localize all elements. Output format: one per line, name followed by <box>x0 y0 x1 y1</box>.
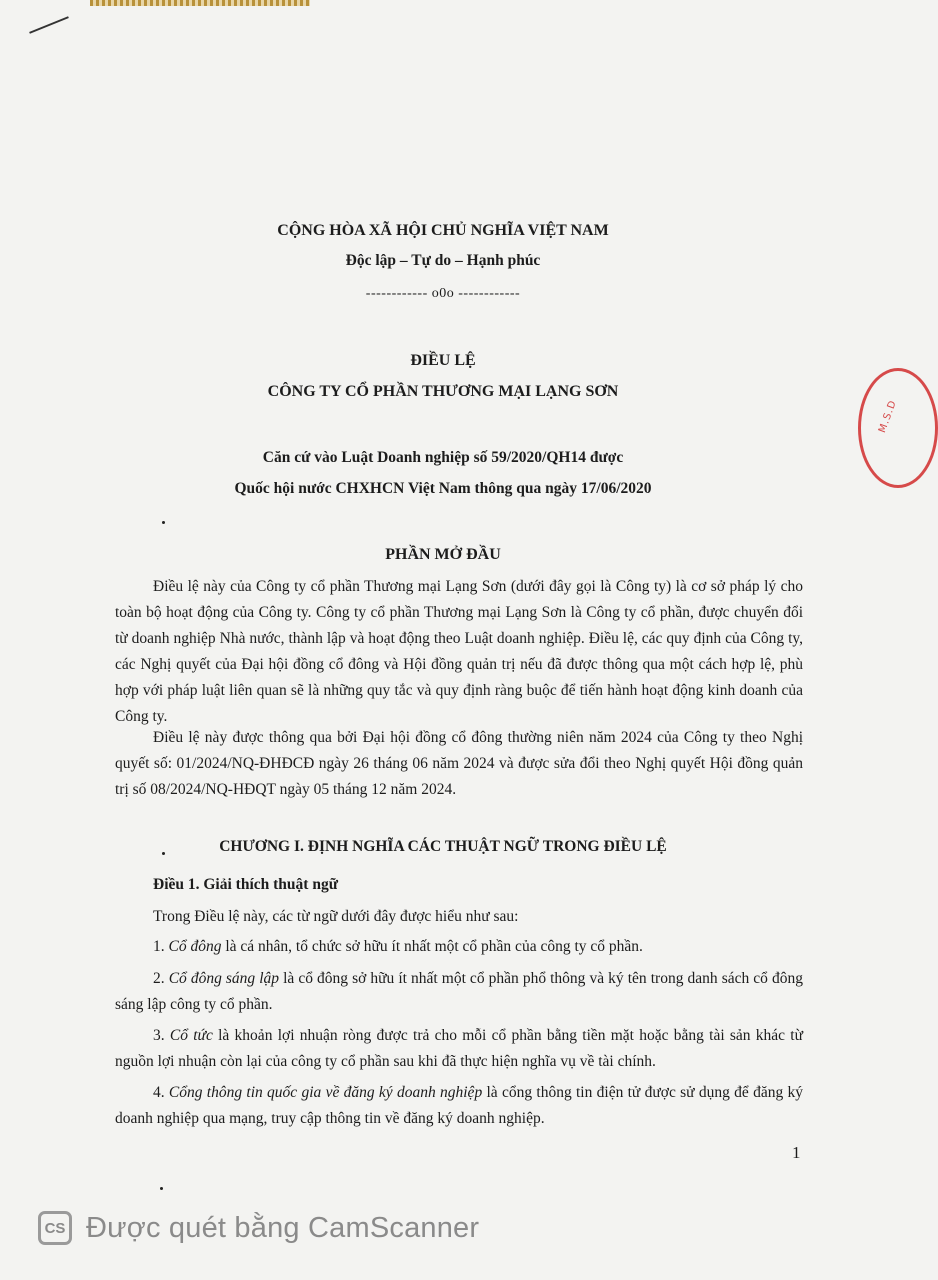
definition-item <box>115 1023 803 1075</box>
company-name: CÔNG TY CỔ PHẦN THƯƠNG MẠI LẠNG SƠN <box>267 383 619 400</box>
seal-text: M.S.D <box>877 398 900 435</box>
scan-speck <box>162 521 165 524</box>
chapter-1-heading: CHƯƠNG I. ĐỊNH NGHĨA CÁC THUẬT NGỮ TRONG ĐIỀU LỆ <box>219 838 667 855</box>
item-number: 4. <box>153 1084 169 1101</box>
item-text: là cá nhân, tổ chức sở hữu ít nhất một cổ phần của công ty cổ phần. <box>221 938 643 955</box>
definition-item <box>115 934 803 960</box>
item-number: 2. <box>153 970 169 987</box>
intro-paragraph-2: Điều lệ này được thông qua bởi Đại hội đồng cổ đông thường niên năm 2024 của Công ty theo Nghị quyết số: 01/2024/NQ-ĐHĐCĐ ngày 26 tháng 06 năm 2024 và được sửa đổi theo Nghị quyết Hội đồng quản trị số 08/2024/NQ-HĐQT ngày 05 tháng 12 năm 2024. <box>115 729 803 798</box>
item-number: 3. <box>153 1027 170 1044</box>
scan-speck <box>162 852 165 855</box>
item-term: Cổ đông sáng lập <box>168 970 280 987</box>
item-text: là cổ đông sở hữu ít nhất một cổ phần phổ thông và ký tên trong danh sách cổ đông sáng lập công ty cổ phần. <box>115 970 803 1013</box>
intro-paragraph-1: Điều lệ này của Công ty cổ phần Thương mại Lạng Sơn (dưới đây gọi là Công ty) là cơ sở pháp lý cho toàn bộ hoạt động của Công ty. Công ty cổ phần Thương mại Lạng Sơn là Công ty cổ phần, được chuyển đổi từ doanh nghiệp Nhà nước, thành lập và hoạt động theo Luật doanh nghiệp. Điều lệ, các quy định của Công ty, các Nghị quyết của Đại hội đồng cổ đông và Hội đồng quản trị nếu đã được thông qua một cách hợp lệ, phù hợp với pháp luật liên quan sẽ là những quy tắc và quy định ràng buộc để tiến hành hoạt động kinh doanh của Công ty. <box>115 578 803 725</box>
definition-item <box>115 1080 803 1132</box>
scan-speck <box>160 1187 163 1190</box>
item-term: Cổng thông tin quốc gia về đăng ký doanh nghiệp <box>168 1084 483 1101</box>
definition-item <box>115 966 803 1018</box>
item-text: là cổng thông tin điện tử được sử dụng để đăng ký doanh nghiệp qua mạng, truy cập thông tin về đăng ký doanh nghiệp. <box>115 1084 803 1127</box>
item-text: là khoản lợi nhuận ròng được trả cho mỗi cổ phần bằng tiền mặt hoặc bằng tài sản khác từ nguồn lợi nhuận còn lại của công ty cổ phần sau khi đã thực hiện nghĩa vụ về tài chính. <box>115 1027 804 1070</box>
item-term: Cổ đông <box>168 938 222 955</box>
legal-basis-line-1: Căn cứ vào Luật Doanh nghiệp số 59/2020/QH14 được <box>262 449 624 466</box>
watermark-text: Được quét bằng CamScanner <box>86 1211 480 1244</box>
header-divider: ------------ o0o ------------ <box>365 286 521 301</box>
pen-mark <box>29 16 69 34</box>
item-number: 1. <box>153 938 169 955</box>
definitions-lead: Trong Điều lệ này, các từ ngữ dưới đây được hiểu như sau: <box>153 908 519 925</box>
country-heading: CỘNG HÒA XÃ HỘI CHỦ NGHĨA VIỆT NAM <box>277 222 609 239</box>
item-term: Cổ tức <box>169 1027 213 1044</box>
camscanner-watermark <box>38 1210 479 1246</box>
national-motto: Độc lập – Tự do – Hạnh phúc <box>345 252 541 269</box>
legal-basis-line-2: Quốc hội nước CHXHCN Việt Nam thông qua ngày 17/06/2020 <box>234 480 652 497</box>
camscanner-logo-icon: CS <box>38 1211 72 1245</box>
scan-top-edge <box>90 0 310 6</box>
document-title: ĐIỀU LỆ <box>410 352 476 369</box>
page-number: 1 <box>792 1143 801 1162</box>
article-1-title: Điều 1. Giải thích thuật ngữ <box>153 876 338 893</box>
intro-heading: PHẦN MỞ ĐẦU <box>385 546 501 563</box>
